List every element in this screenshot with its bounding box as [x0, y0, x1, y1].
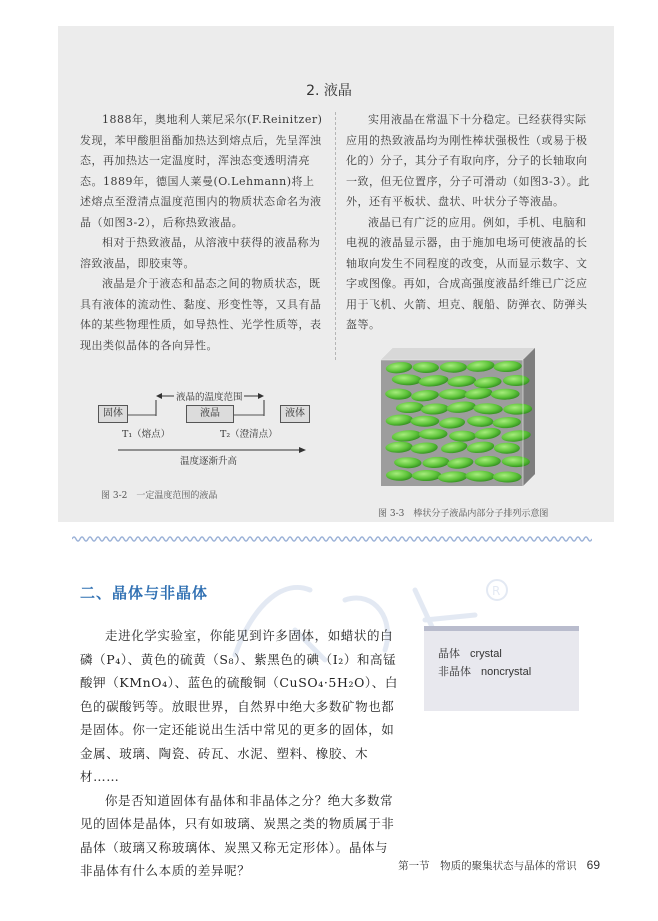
glossary-term-en: crystal [470, 648, 502, 660]
paragraph: 相对于热致液晶，从溶液中获得的液晶称为溶致液晶，即胶束等。 [80, 236, 321, 270]
page-number: 69 [586, 858, 600, 872]
column-divider [335, 112, 336, 360]
left-column [80, 110, 324, 356]
paragraph: 液晶已有广泛的应用。例如，手机、电脑和电视的液晶显示器，由于施加电场可使液晶的长轴取向发生不同程度的改变，从而显示数字、文字或图像。再如，合成高强度液晶纤维已广泛应用于飞机、火箭、坦克、舰船、防弹衣、防弹头盔等。 [346, 215, 588, 331]
glossary-item [438, 663, 579, 681]
wavy-divider [72, 535, 592, 543]
paragraph: 1888年，奥地利人莱尼采尔(F.Reinitzer)发现，苯甲酸胆甾酯加热达到熔点后，先呈浑浊态，再加热达一定温度时，浑浊态变透明清亮态。1889年，德国人莱曼(O.Lehmann)将上述熔点至澄清点温度范围内的物质状态命名为液晶（如图3-2），后称热致液晶。 [80, 113, 323, 229]
figure-caption: 图 3-3 棒状分子液晶内部分子排列示意图 [378, 509, 549, 519]
page-footer [398, 858, 600, 873]
footer-section: 第一节 物质的聚集状态与晶体的常识 [398, 860, 577, 872]
t2-label: T₂（澄清点） [220, 429, 278, 440]
paragraph: 实用液晶在常温下十分稳定。已经获得实际应用的热致液晶均为刚性棒状强极性（或易于极化的）分子，其分子有取向序，分子的长轴取向一致，但无位置序，分子可滑动（如图3-3）。此外，还有平板状、盘状、叶状分子等液晶。 [346, 113, 590, 208]
solid-box: 固体 [98, 405, 128, 423]
glossary-item [438, 645, 579, 663]
temperature-arrow-label: 温度逐渐升高 [180, 456, 238, 467]
liquid-box: 液体 [280, 405, 310, 423]
paragraph: 液晶是介于液态和晶态之间的物质状态，既具有液体的流动性、黏度、形变性等，又具有晶体的某些物理性质，如导热性、光学性质等，表现出类似晶体的各向异性。 [80, 277, 322, 352]
range-label: 液晶的温度范围 [176, 392, 243, 403]
figure-rod-molecules [379, 346, 537, 488]
glossary-term-zh: 非晶体 [438, 665, 471, 678]
section-title: 2. 液晶 [306, 83, 352, 99]
section-heading: 二、晶体与非晶体 [80, 584, 209, 602]
rod-molecule [440, 362, 467, 373]
t1-label: T₁（熔点） [122, 429, 171, 440]
paragraph: 走进化学实验室，你能见到许多固体，如蜡状的白磷（P₄）、黄色的硫黄（S₈）、紫黑色的碘（I₂）和高锰酸钾（KMnO₄）、蓝色的硫酸铜（CuSO₄·5H₂O）、白色的碳酸钙等。放眼世界，自然界中绝大多数矿物也都是固体。你一定还能说出生活中常见的更多的固体，如金属、玻璃、陶瓷、砖瓦、水泥、塑料、橡胶、木材…… [80, 628, 398, 784]
right-column [346, 110, 590, 336]
molecule-group [385, 359, 532, 483]
liquid-crystal-box: 液晶 [186, 405, 234, 423]
svg-text:R: R [492, 584, 501, 598]
section-body [80, 624, 398, 883]
glossary-box [424, 626, 579, 711]
molecule-box-illustration [379, 346, 537, 488]
paragraph: 你是否知道固体有晶体和非晶体之分？绝大多数常见的固体是晶体，只有如玻璃、炭黑之类的物质属于非晶体（玻璃又称玻璃体、炭黑又称无定形体）。晶体与非晶体有什么本质的差异呢？ [80, 792, 395, 878]
figure-temperature-range [96, 390, 326, 470]
glossary-term-zh: 晶体 [438, 647, 460, 660]
figure-caption: 图 3-2 一定温度范围的液晶 [101, 491, 218, 501]
glossary-term-en: noncrystal [481, 666, 532, 678]
